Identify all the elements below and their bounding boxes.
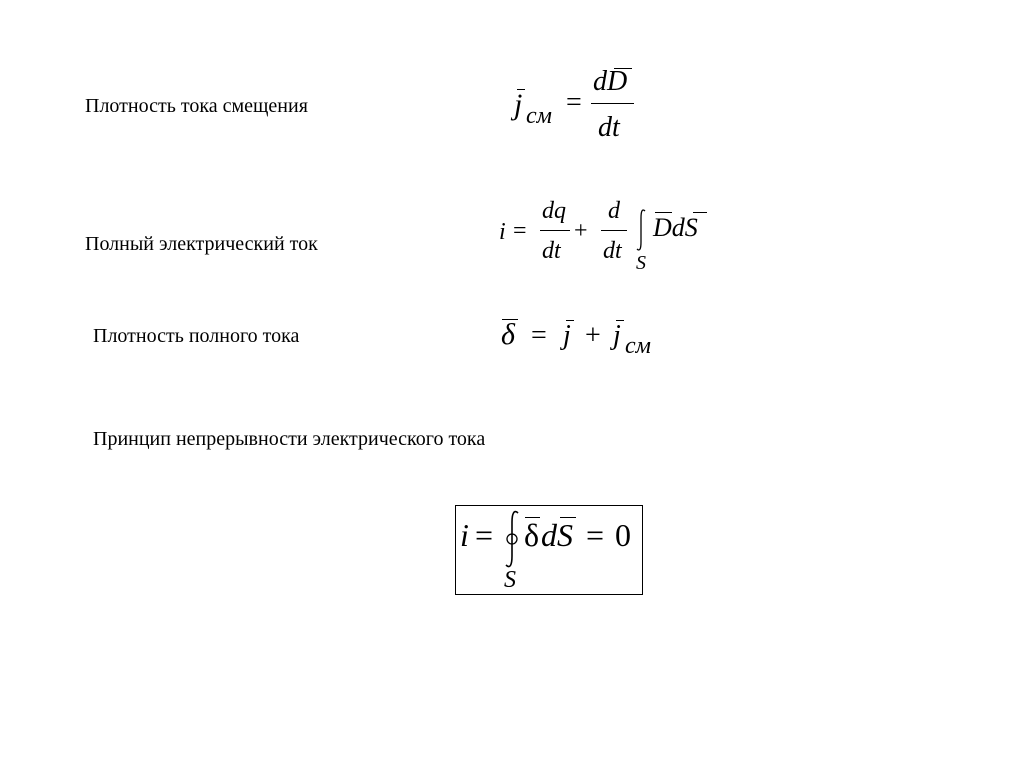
numerator-d: d <box>608 198 620 224</box>
label-displacement-current-density: Плотность тока смещения <box>85 95 308 117</box>
equals-sign: = <box>531 320 547 351</box>
denominator-dt: dt <box>603 238 622 264</box>
vector-bar <box>502 319 518 320</box>
denominator-dt: dt <box>542 238 561 264</box>
denominator-dt: dt <box>598 112 620 143</box>
vector-bar <box>655 212 672 213</box>
delta-symbol: δ <box>524 517 540 553</box>
integrand-DdS: DdS <box>653 213 698 242</box>
vector-bar <box>517 89 525 90</box>
formula-total-current <box>495 195 725 280</box>
vector-bar <box>560 517 576 518</box>
fraction-line <box>540 230 570 231</box>
i-symbol: i <box>460 517 469 553</box>
subscript-cm: см <box>526 103 552 129</box>
equals-sign: = <box>566 87 582 118</box>
label-total-current-density: Плотность полного тока <box>93 325 300 347</box>
numerator-dq: dq <box>542 198 566 224</box>
vector-bar <box>525 517 540 518</box>
vector-bar <box>566 320 574 321</box>
vector-bar <box>614 68 632 69</box>
delta-symbol: δ <box>501 318 515 351</box>
fraction-line <box>601 230 627 231</box>
vector-bar <box>616 320 624 321</box>
equals-sign: = <box>513 218 527 244</box>
j-symbol: j <box>563 320 571 351</box>
label-continuity-principle: Принцип непрерывности электрического тока <box>93 428 486 450</box>
dS-symbol: dS <box>541 517 573 553</box>
formula-total-current-density <box>495 308 675 368</box>
formula-displacement-current-density <box>500 60 660 150</box>
j-symbol: j <box>514 88 523 121</box>
lower-limit-S: S <box>504 567 516 593</box>
numerator-dD: dD <box>593 66 628 97</box>
plus-sign: + <box>574 218 588 244</box>
equals-sign: = <box>475 517 494 553</box>
j-symbol: j <box>613 320 621 351</box>
zero-value: 0 <box>615 517 631 553</box>
vector-bar <box>693 212 707 213</box>
i-symbol: i <box>499 219 506 245</box>
equals-sign: = <box>586 517 605 553</box>
contour-integral-icon <box>503 510 521 570</box>
lower-limit-S: S <box>636 252 646 274</box>
fraction-line <box>591 103 634 104</box>
label-total-current: Полный электрический ток <box>85 233 318 255</box>
formula-continuity <box>455 505 643 595</box>
plus-sign: + <box>585 320 601 351</box>
subscript-cm: см <box>625 333 651 359</box>
integral-icon <box>634 208 648 252</box>
